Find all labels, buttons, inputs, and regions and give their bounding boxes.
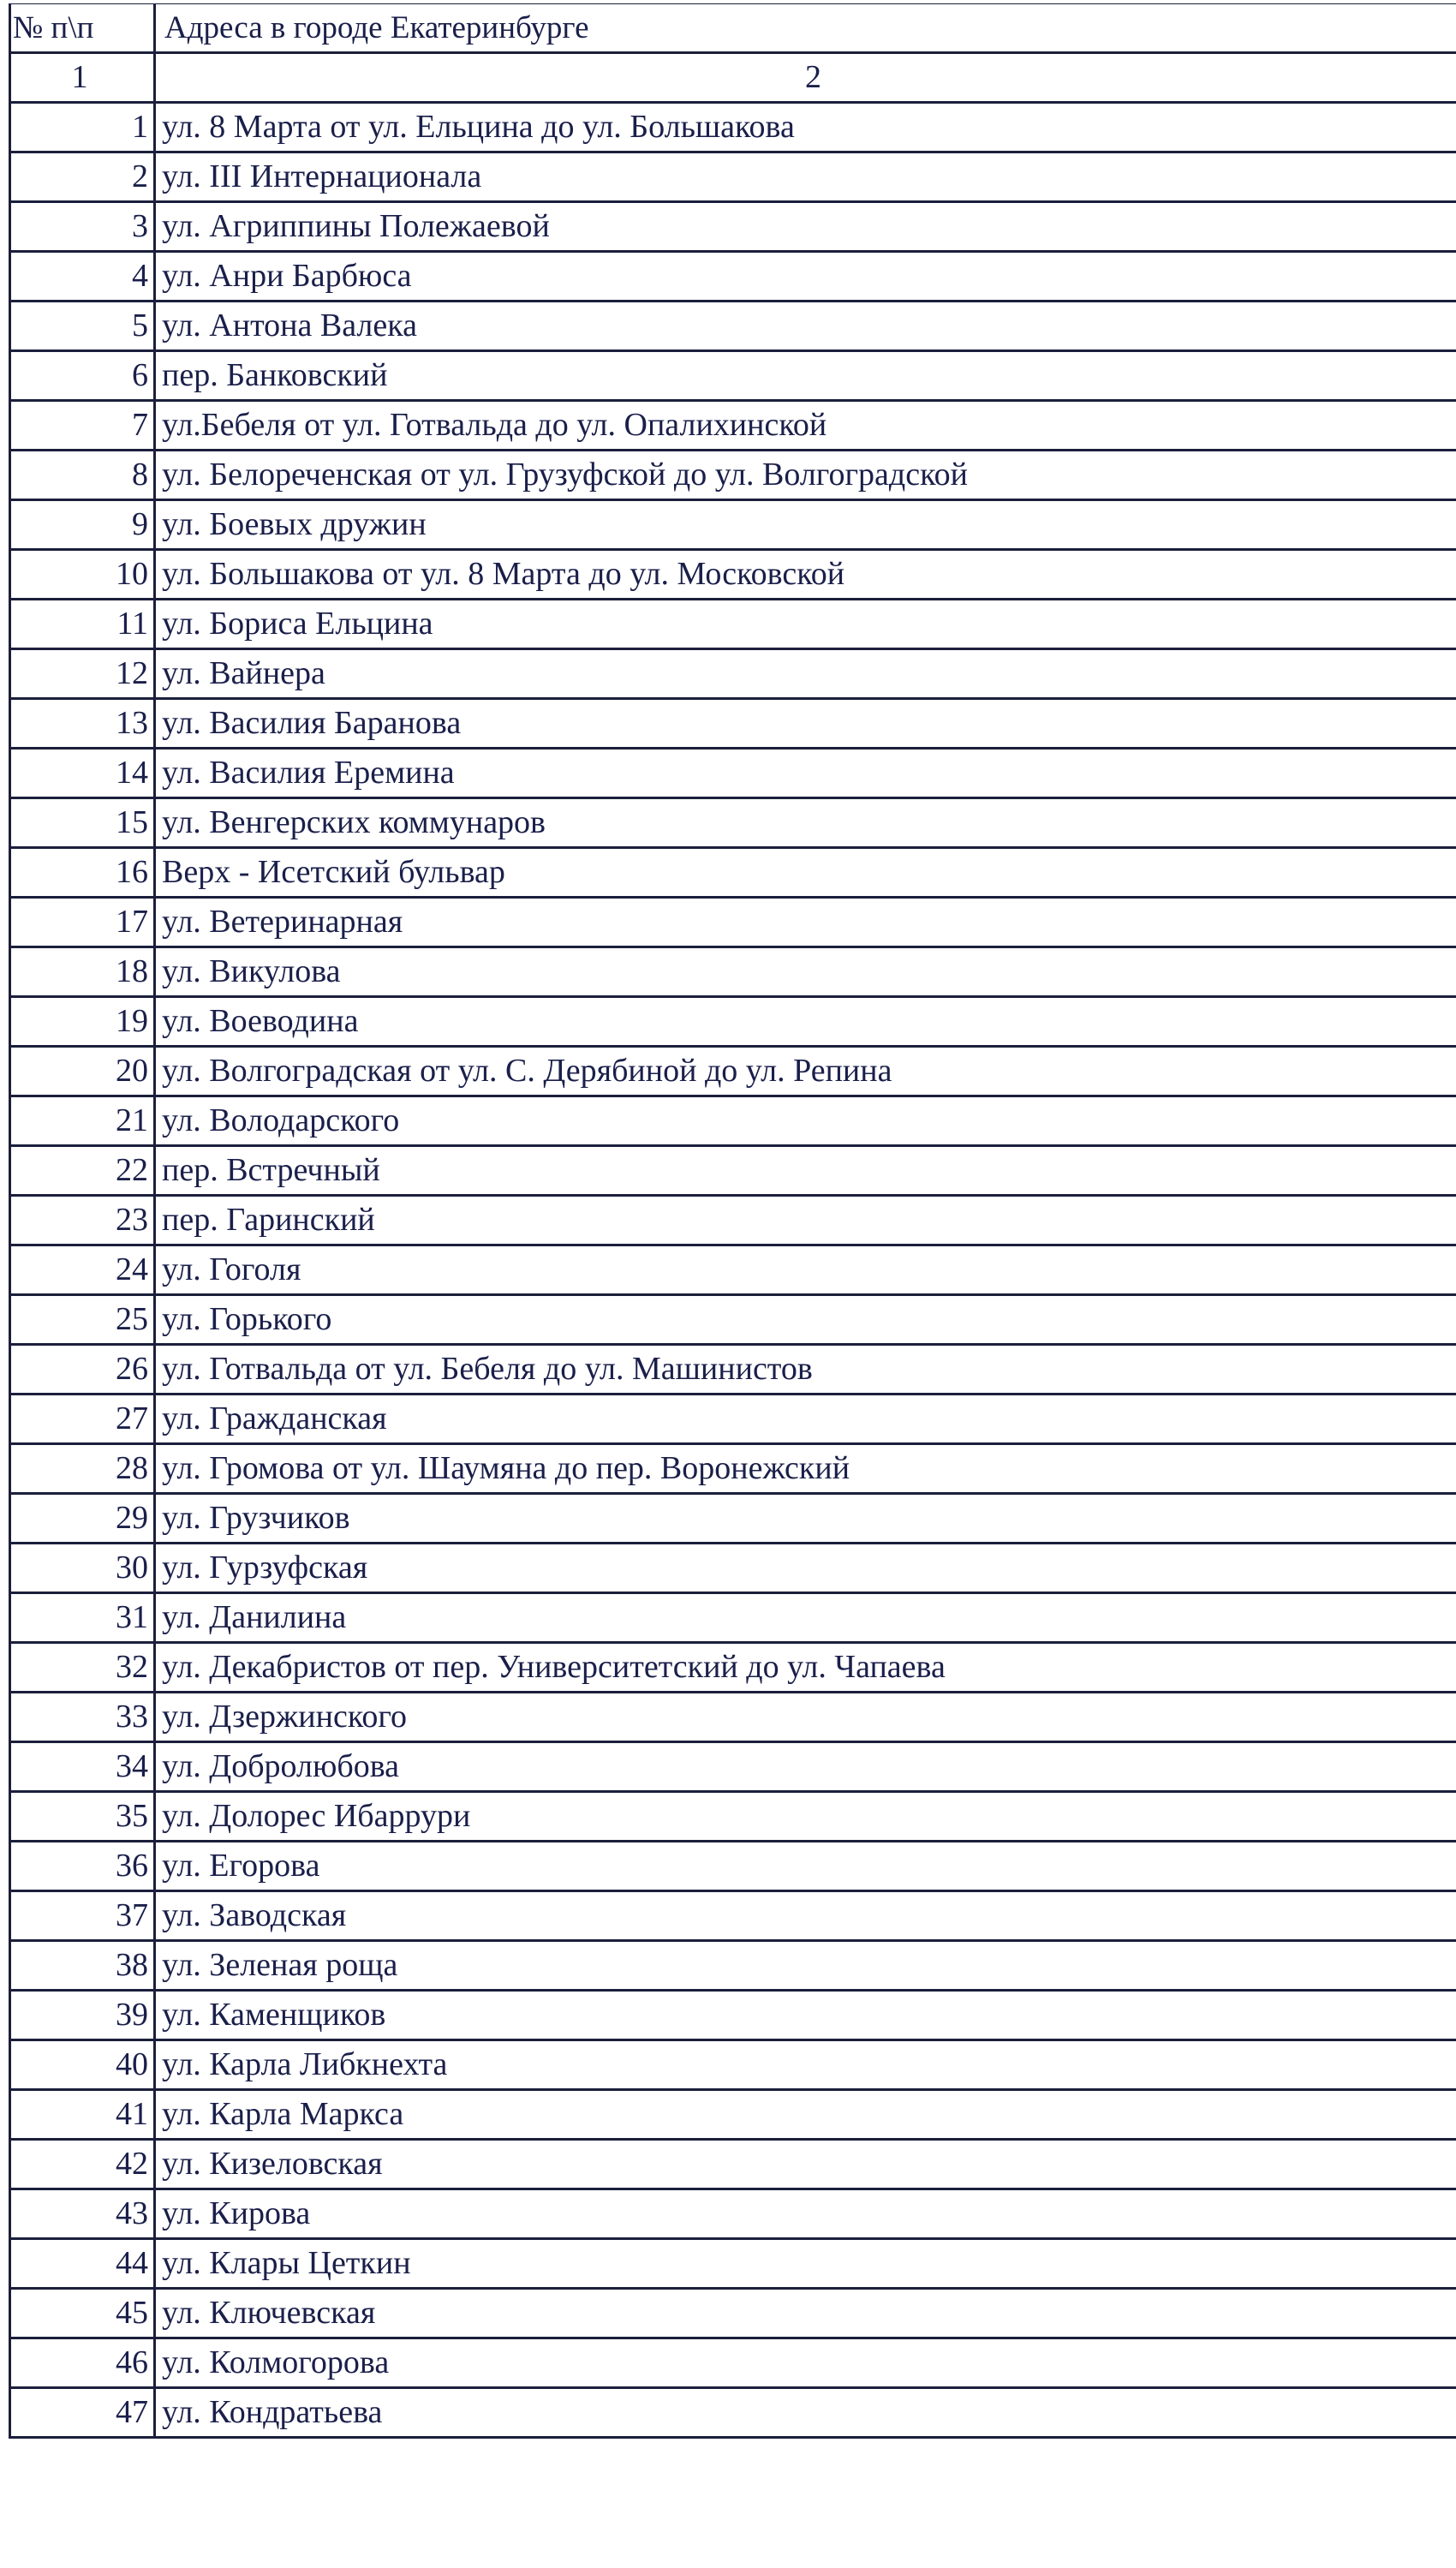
- table-header-row: [10, 4, 1456, 53]
- row-address-cell: ул. Кирова: [155, 2189, 1456, 2239]
- row-address-cell: ул. Володарского: [155, 1096, 1456, 1146]
- table-row: [10, 1444, 1456, 1494]
- row-address-cell: ул. Вайнера: [155, 649, 1456, 699]
- table-row: [10, 451, 1456, 500]
- row-address-cell: ул. Дзержинского: [155, 1693, 1456, 1742]
- row-number-cell: 18: [10, 947, 155, 997]
- row-number-cell: 42: [10, 2140, 155, 2189]
- row-address-cell: ул. Гражданская: [155, 1394, 1456, 1444]
- row-number-cell: 22: [10, 1146, 155, 1196]
- table-row: [10, 103, 1456, 152]
- row-number-cell: 25: [10, 1295, 155, 1345]
- row-number-cell: 16: [10, 848, 155, 898]
- row-number-cell: 1: [10, 103, 155, 152]
- row-address-cell: ул. Белореченская от ул. Грузуфской до ул. Волгоградской: [155, 451, 1456, 500]
- address-table: [9, 3, 1456, 2439]
- address-sheet: [9, 3, 1456, 2439]
- header-address-cell: Адреса в городе Екатеринбурге: [155, 4, 1456, 53]
- table-row: [10, 848, 1456, 898]
- row-number-cell: 5: [10, 302, 155, 351]
- table-row: [10, 1295, 1456, 1345]
- row-number-cell: 4: [10, 252, 155, 302]
- table-row: [10, 600, 1456, 649]
- row-number-cell: 14: [10, 749, 155, 798]
- table-row: [10, 1494, 1456, 1544]
- row-address-cell: ул. Горького: [155, 1295, 1456, 1345]
- table-row: [10, 1146, 1456, 1196]
- row-number-cell: 28: [10, 1444, 155, 1494]
- row-number-cell: 21: [10, 1096, 155, 1146]
- table-row: [10, 898, 1456, 947]
- table-row: [10, 1693, 1456, 1742]
- table-row: [10, 699, 1456, 749]
- row-number-cell: 8: [10, 451, 155, 500]
- row-number-cell: 27: [10, 1394, 155, 1444]
- row-address-cell: ул. Волгоградская от ул. С. Дерябиной до ул. Репина: [155, 1047, 1456, 1096]
- column-index-row: [10, 53, 1456, 103]
- table-row: [10, 2388, 1456, 2438]
- row-number-cell: 31: [10, 1593, 155, 1643]
- table-row: [10, 1096, 1456, 1146]
- row-number-cell: 38: [10, 1941, 155, 1991]
- table-row: [10, 1891, 1456, 1941]
- table-body: [10, 4, 1456, 2438]
- row-number-cell: 35: [10, 1792, 155, 1842]
- row-address-cell: ул. Заводская: [155, 1891, 1456, 1941]
- table-row: [10, 1345, 1456, 1394]
- row-address-cell: пер. Гаринский: [155, 1196, 1456, 1245]
- table-row: [10, 1792, 1456, 1842]
- row-number-cell: 17: [10, 898, 155, 947]
- table-row: [10, 1544, 1456, 1593]
- row-address-cell: ул. Карла Маркса: [155, 2090, 1456, 2140]
- header-number-cell: № п\п: [10, 4, 155, 53]
- table-row: [10, 649, 1456, 699]
- table-row: [10, 1593, 1456, 1643]
- row-number-cell: 43: [10, 2189, 155, 2239]
- row-address-cell: ул. Зеленая роща: [155, 1941, 1456, 1991]
- row-address-cell: ул. Гоголя: [155, 1245, 1456, 1295]
- row-number-cell: 46: [10, 2338, 155, 2388]
- row-address-cell: ул. III Интернационала: [155, 152, 1456, 202]
- row-address-cell: ул. Карла Либкнехта: [155, 2040, 1456, 2090]
- row-number-cell: 29: [10, 1494, 155, 1544]
- row-address-cell: ул. Василия Баранова: [155, 699, 1456, 749]
- row-address-cell: Верх - Исетский бульвар: [155, 848, 1456, 898]
- row-number-cell: 6: [10, 351, 155, 401]
- table-row: [10, 401, 1456, 451]
- row-number-cell: 44: [10, 2239, 155, 2289]
- table-row: [10, 1941, 1456, 1991]
- row-address-cell: ул. Клары Цеткин: [155, 2239, 1456, 2289]
- row-address-cell: ул. Венгерских коммунаров: [155, 798, 1456, 848]
- row-number-cell: 15: [10, 798, 155, 848]
- row-number-cell: 34: [10, 1742, 155, 1792]
- row-address-cell: ул. 8 Марта от ул. Ельцина до ул. Большакова: [155, 103, 1456, 152]
- row-address-cell: ул. Антона Валека: [155, 302, 1456, 351]
- row-number-cell: 30: [10, 1544, 155, 1593]
- row-number-cell: 47: [10, 2388, 155, 2438]
- row-number-cell: 9: [10, 500, 155, 550]
- row-address-cell: ул. Грузчиков: [155, 1494, 1456, 1544]
- row-number-cell: 26: [10, 1345, 155, 1394]
- table-row: [10, 202, 1456, 252]
- table-row: [10, 1245, 1456, 1295]
- row-address-cell: ул. Воеводина: [155, 997, 1456, 1047]
- row-number-cell: 12: [10, 649, 155, 699]
- row-number-cell: 20: [10, 1047, 155, 1096]
- row-number-cell: 10: [10, 550, 155, 600]
- row-number-cell: 3: [10, 202, 155, 252]
- row-number-cell: 32: [10, 1643, 155, 1693]
- row-number-cell: 7: [10, 401, 155, 451]
- table-row: [10, 2239, 1456, 2289]
- row-address-cell: ул. Долорес Ибаррури: [155, 1792, 1456, 1842]
- row-address-cell: ул. Анри Барбюса: [155, 252, 1456, 302]
- table-row: [10, 302, 1456, 351]
- table-row: [10, 2338, 1456, 2388]
- row-number-cell: 13: [10, 699, 155, 749]
- row-address-cell: ул. Василия Еремина: [155, 749, 1456, 798]
- row-number-cell: 33: [10, 1693, 155, 1742]
- row-number-cell: 36: [10, 1842, 155, 1891]
- row-address-cell: ул. Готвальда от ул. Бебеля до ул. Машинистов: [155, 1345, 1456, 1394]
- row-address-cell: ул. Егорова: [155, 1842, 1456, 1891]
- row-address-cell: ул. Добролюбова: [155, 1742, 1456, 1792]
- row-number-cell: 37: [10, 1891, 155, 1941]
- table-row: [10, 1047, 1456, 1096]
- table-row: [10, 947, 1456, 997]
- table-row: [10, 749, 1456, 798]
- table-row: [10, 1196, 1456, 1245]
- table-row: [10, 252, 1456, 302]
- table-row: [10, 2140, 1456, 2189]
- table-row: [10, 152, 1456, 202]
- row-number-cell: 40: [10, 2040, 155, 2090]
- row-number-cell: 24: [10, 1245, 155, 1295]
- row-number-cell: 41: [10, 2090, 155, 2140]
- row-address-cell: ул. Большакова от ул. 8 Марта до ул. Московской: [155, 550, 1456, 600]
- row-address-cell: ул. Данилина: [155, 1593, 1456, 1643]
- row-address-cell: ул. Гурзуфская: [155, 1544, 1456, 1593]
- table-row: [10, 997, 1456, 1047]
- row-address-cell: ул. Боевых дружин: [155, 500, 1456, 550]
- row-number-cell: 23: [10, 1196, 155, 1245]
- row-address-cell: ул. Бориса Ельцина: [155, 600, 1456, 649]
- row-number-cell: 45: [10, 2289, 155, 2338]
- table-row: [10, 1394, 1456, 1444]
- row-address-cell: ул. Декабристов от пер. Университетский до ул. Чапаева: [155, 1643, 1456, 1693]
- row-address-cell: ул. Колмогорова: [155, 2338, 1456, 2388]
- row-number-cell: 39: [10, 1991, 155, 2040]
- row-number-cell: 19: [10, 997, 155, 1047]
- table-row: [10, 1742, 1456, 1792]
- row-address-cell: ул. Агриппины Полежаевой: [155, 202, 1456, 252]
- table-row: [10, 1643, 1456, 1693]
- row-address-cell: ул. Кизеловская: [155, 2140, 1456, 2189]
- column-index-address: 2: [155, 53, 1456, 103]
- row-number-cell: 2: [10, 152, 155, 202]
- table-row: [10, 2289, 1456, 2338]
- row-address-cell: ул. Громова от ул. Шаумяна до пер. Воронежский: [155, 1444, 1456, 1494]
- row-address-cell: пер. Банковский: [155, 351, 1456, 401]
- row-address-cell: пер. Встречный: [155, 1146, 1456, 1196]
- row-address-cell: ул. Викулова: [155, 947, 1456, 997]
- table-row: [10, 798, 1456, 848]
- table-row: [10, 2040, 1456, 2090]
- row-address-cell: ул. Ключевская: [155, 2289, 1456, 2338]
- table-row: [10, 2090, 1456, 2140]
- row-address-cell: ул. Ветеринарная: [155, 898, 1456, 947]
- table-row: [10, 1991, 1456, 2040]
- column-index-number: 1: [10, 53, 155, 103]
- row-number-cell: 11: [10, 600, 155, 649]
- table-row: [10, 550, 1456, 600]
- table-row: [10, 351, 1456, 401]
- table-row: [10, 1842, 1456, 1891]
- row-address-cell: ул. Каменщиков: [155, 1991, 1456, 2040]
- table-row: [10, 2189, 1456, 2239]
- row-address-cell: ул. Кондратьева: [155, 2388, 1456, 2438]
- row-address-cell: ул.Бебеля от ул. Готвальда до ул. Опалихинской: [155, 401, 1456, 451]
- table-row: [10, 500, 1456, 550]
